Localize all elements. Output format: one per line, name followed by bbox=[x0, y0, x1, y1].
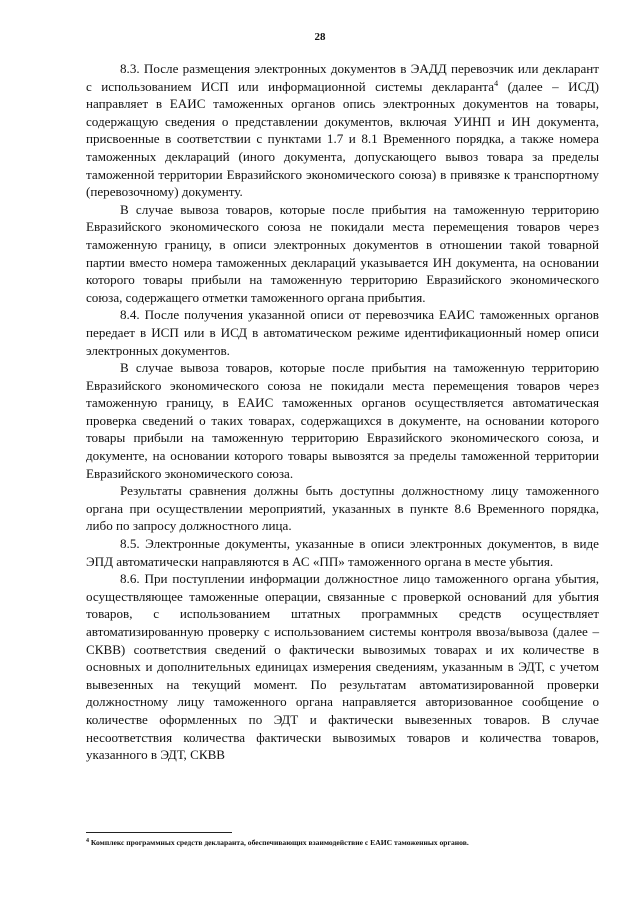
document-body bbox=[86, 60, 599, 764]
page-number: 28 bbox=[314, 31, 326, 43]
paragraph: В случае вывоза товаров, которые после прибытия на таможенную территорию Евразийского экономического союза не покидали места перемещения товаров через таможенную границу, в ЕАИС таможенных органов осуществляется автоматическая проверка сведений о таких товарах, содержащихся в документе, на основании которого товары прибыли на таможенную территорию Евразийского экономического союза, и документе, на основании которого товары вывозятся за пределы таможенной территории Евразийского экономического союза. bbox=[86, 360, 599, 481]
paragraph-8-3 bbox=[86, 60, 599, 201]
paragraph-8-5: 8.5. Электронные документы, указанные в описи электронных документов, в виде ЭПД автоматически направляются в АС «ПП» таможенного органа в месте убытия. bbox=[86, 536, 599, 569]
paragraph-text: (далее – ИСД) направляет в ЕАИС таможенных органов опись электронных документов на товары, содержащую сведения о представлении документов, включая УИНП и ИН документа, присвоенные в соответствии с пунктами 1.7 и 8.1 Временного порядка, а также номера таможенных деклараций (иного документа, допускающего вывоз товара за пределы таможенной территории Евразийского экономического союза) в привязке к транспортному (перевозочному) документу. bbox=[86, 78, 599, 200]
paragraph: Результаты сравнения должны быть доступны должностному лицу таможенного органа при осуществлении мероприятий, указанных в пункте 8.6 Временного порядка, либо по запросу должностного лица. bbox=[86, 483, 599, 534]
footnote-mark: 4 bbox=[86, 838, 89, 844]
paragraph-8-6: 8.6. При поступлении информации должностное лицо таможенного органа убытия, осуществляющее таможенные операции, связанные с проверкой оснований для убытия товаров, с использованием штатных программных средств осуществляет автоматизированную проверку с использованием системы контроля ввоза/вывоза (далее – СКВВ) соответствия сведений о фактически вывозимых товарах и их количестве в основных и дополнительных единицах измерения сведениям, указанным в ЭДТ, с учетом вывезенных на текущий момент. По результатам автоматизированной проверки должностному лицу таможенного органа направляется авторизованное сообщение о количестве оформленных по ЭДТ и фактически вывезенных товаров. В случае несоответствия количества фактически вывозимых товаров и количества товаров, указанного в ЭДТ, СКВВ bbox=[86, 571, 599, 763]
paragraph-8-4: 8.4. После получения указанной описи от перевозчика ЕАИС таможенных органов передает в ИСП или в ИСД в автоматическом режиме идентификационный номер описи электронных документов. bbox=[86, 307, 599, 358]
paragraph: В случае вывоза товаров, которые после прибытия на таможенную территорию Евразийского экономического союза не покидали места перемещения товаров через таможенную границу, в описи электронных документов в отношении такой товарной партии вместо номера таможенных деклараций указывается ИН документа, на основании которого товары прибыли на таможенную территорию Евразийского экономического союза, содержащего отметки таможенного органа прибытия. bbox=[86, 201, 599, 305]
footnote-text: Комплекс программных средств декларанта, обеспечивающих взаимодействие с ЕАИС таможенных органов. bbox=[89, 838, 469, 847]
footnote-reference: 4 bbox=[494, 78, 499, 88]
paragraph-text: 8.3. После размещения электронных документов в ЭАДД перевозчик или декларант с использованием ИСП или информационной системы декларанта bbox=[86, 61, 599, 94]
footnote bbox=[86, 838, 599, 848]
footnote-divider bbox=[86, 832, 232, 833]
